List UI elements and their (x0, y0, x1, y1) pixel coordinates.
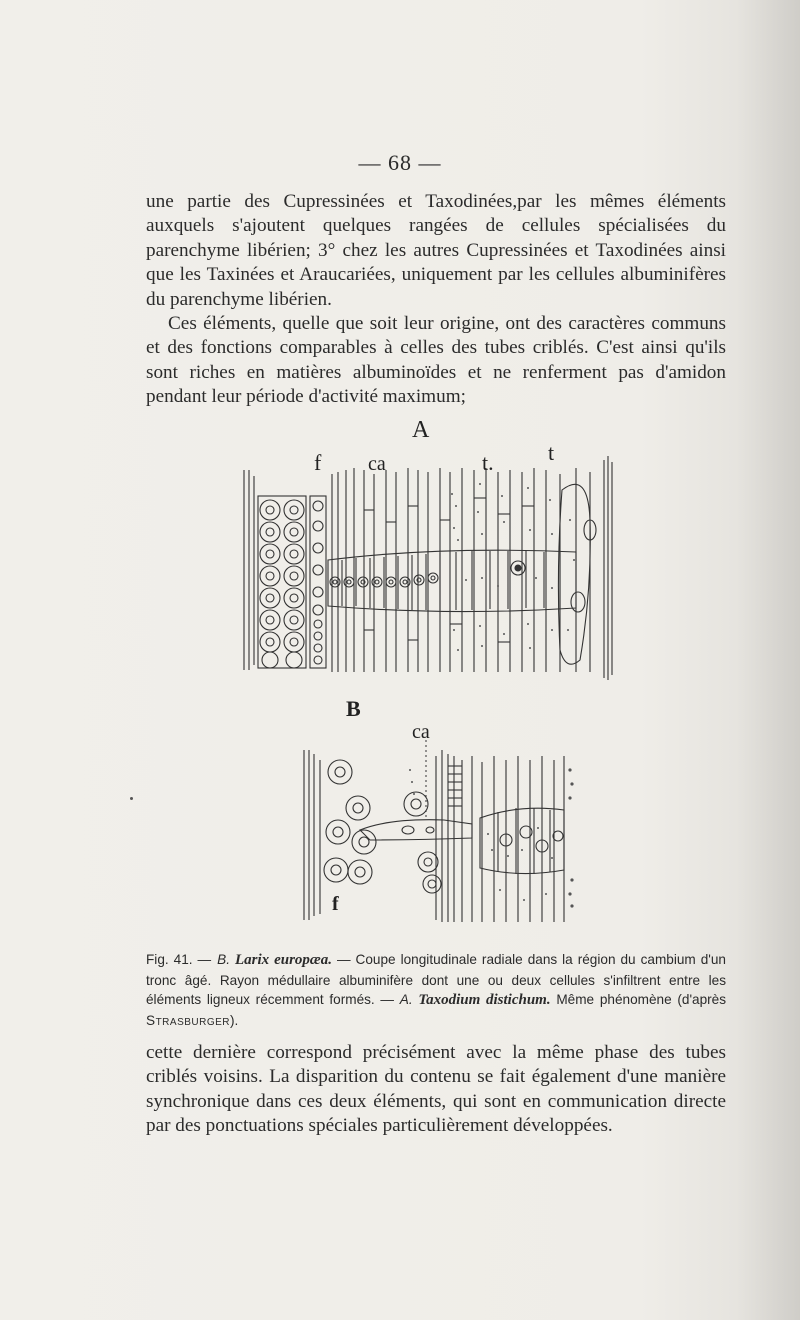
top-text (146, 190, 726, 410)
panel-b-label: B (346, 696, 361, 721)
pitted-column (310, 496, 326, 668)
bottom-text (146, 1041, 726, 1139)
caption-ref: Fig. 41. — (146, 952, 212, 967)
label-f-b: f (332, 893, 339, 915)
anatomy-illustration (240, 410, 630, 930)
caption-author: Strasburger (146, 1012, 231, 1028)
page-number: — 68 — (358, 150, 442, 175)
caption-a-species: Taxodium distichum. (418, 992, 551, 1009)
label-t-dot: t. (482, 450, 494, 475)
paragraph: cette dernière correspond précisément avec la même phase des tubes criblés voisins. La disparition du contenu se fait également d'une manière synchronique dans ces deux éléments, qui sont en communication directe par des ponctuations spéciales particulièrement développées. (146, 1042, 726, 1137)
figure-41 (240, 410, 630, 930)
caption-b-text: — Coupe longitudinale radiale dans la région du cambium d'un tronc âgé. Rayon médullaire albuminifère dont une ou deux cellules s'infiltrent entre les éléments ligneux récemment formés. — (146, 952, 726, 1008)
label-ca-b: ca (412, 721, 430, 743)
label-t: t (548, 440, 555, 465)
caption-b-species: Larix europæa. (234, 952, 332, 968)
caption-b-prefix: B. (217, 952, 230, 967)
caption-close: ). (230, 1012, 239, 1028)
figure-caption (146, 950, 726, 1030)
panel-a-label: A (412, 417, 430, 443)
paragraph: une partie des Cupressinées et Taxodinées,par les mêmes éléments auxquels s'ajoutent quelques rangées de cellules spécialisées du parenchyme libérien; 3° chez les autres Cupressinées et Taxodinées ainsi que les Taxinées et Araucariées, uniquement par les cellules albuminifères du parenchyme libérien. (146, 191, 726, 310)
paragraph: Ces éléments, quelle que soit leur origine, ont des caractères communs et des fonctions comparables à celles des tubes criblés. C'est ainsi qu'ils sont riches en matières albuminoïdes et ne renferment pas d'amidon pendant leur période d'activité maximum; (146, 313, 726, 408)
phloem-cells (258, 496, 306, 668)
caption-a-prefix: A. (399, 992, 413, 1008)
caption-a-text: Même phénomène (d'après (556, 992, 727, 1008)
medullary-ray-a (328, 550, 576, 611)
print-speck (130, 797, 133, 800)
label-ca: ca (368, 453, 386, 475)
label-f: f (314, 450, 322, 475)
